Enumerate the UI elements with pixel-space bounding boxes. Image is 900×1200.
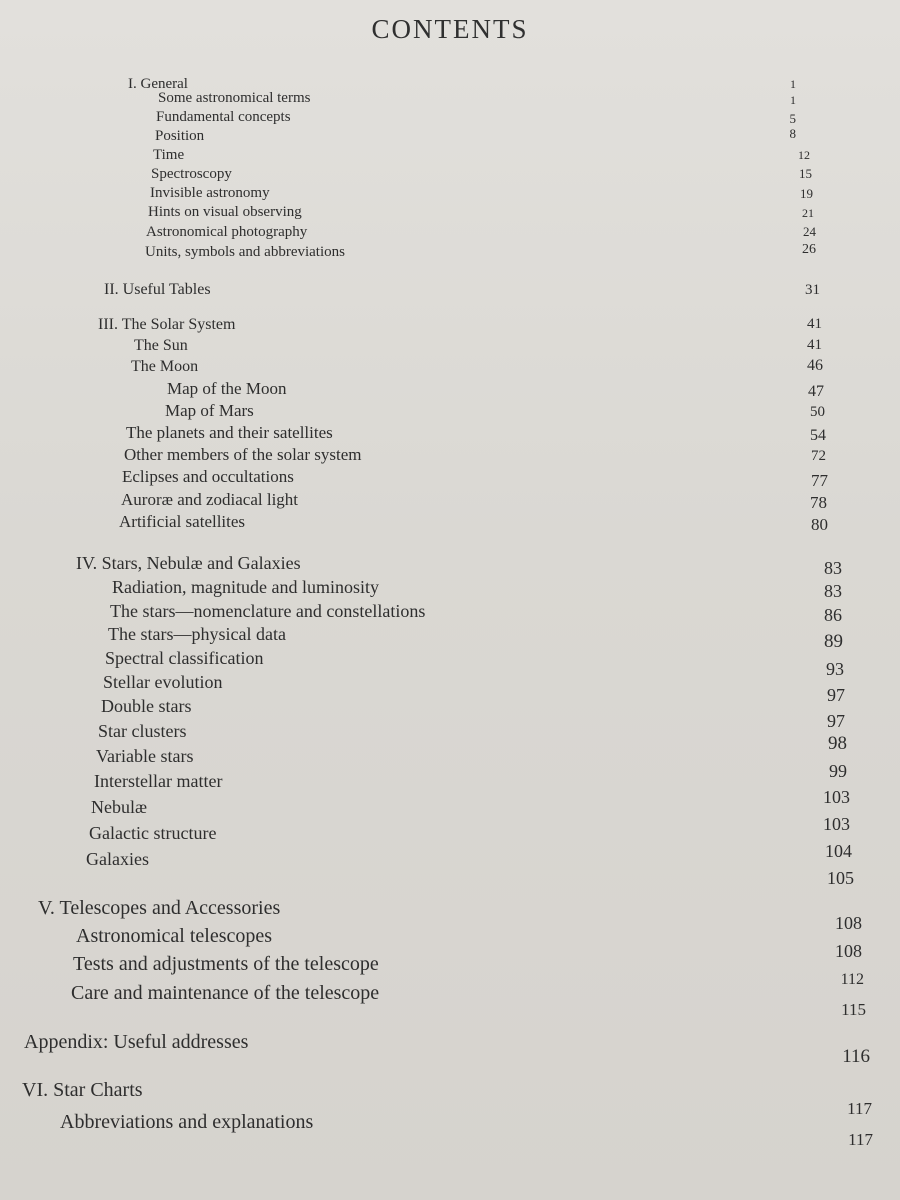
toc-page-number: 77 xyxy=(811,471,828,490)
toc-page-number: 99 xyxy=(829,761,847,781)
toc-entry: Position xyxy=(155,128,205,144)
toc-entry: Time xyxy=(153,147,185,163)
toc-page-number: 24 xyxy=(803,224,816,239)
toc-page-number: 72 xyxy=(811,448,826,464)
toc-entry: Spectroscopy xyxy=(151,166,232,182)
toc-page-number: 12 xyxy=(798,148,810,162)
toc-page-number: 83 xyxy=(824,558,842,578)
toc-page-number: 31 xyxy=(805,282,820,298)
toc-page-number: 47 xyxy=(808,383,824,400)
page-title: CONTENTS xyxy=(371,14,529,44)
toc-page-number: 80 xyxy=(811,515,828,534)
toc-entry: Interstellar matter xyxy=(94,771,223,791)
toc-section-heading: V. Telescopes and Accessories xyxy=(38,897,281,919)
toc-page-number: 93 xyxy=(826,659,844,679)
toc-entry: Units, symbols and abbreviations xyxy=(145,244,345,260)
toc-entry: Artificial satellites xyxy=(119,512,246,531)
toc-page-number: 97 xyxy=(827,685,845,705)
toc-entry: Invisible astronomy xyxy=(150,185,270,201)
toc-page-number: 103 xyxy=(823,814,850,834)
toc-page-number: 1 xyxy=(790,77,796,91)
toc-entry: Stellar evolution xyxy=(103,672,223,692)
toc-entry: The Moon xyxy=(131,358,199,375)
toc-entry: Galaxies xyxy=(86,849,149,869)
toc-page-number: 26 xyxy=(802,242,816,257)
toc-page-number: 117 xyxy=(848,1130,873,1149)
toc-page-number: 108 xyxy=(835,941,862,961)
toc-entry: Radiation, magnitude and luminosity xyxy=(112,577,379,597)
toc-entry: Abbreviations and explanations xyxy=(60,1111,314,1133)
toc-page-number: 89 xyxy=(824,631,843,652)
toc-entry: Eclipses and occultations xyxy=(122,467,294,486)
toc-page-number: 86 xyxy=(824,605,842,625)
toc-entry: The Sun xyxy=(134,337,188,354)
toc-page-number: 41 xyxy=(807,316,822,332)
toc-entry: Star clusters xyxy=(98,721,187,741)
toc-entry: Hints on visual observing xyxy=(148,204,302,220)
toc-entry: Map of the Moon xyxy=(167,379,287,398)
toc-section-heading: III. The Solar System xyxy=(98,316,236,333)
toc-entry: Double stars xyxy=(101,696,192,716)
toc-page-number: 103 xyxy=(823,787,850,807)
toc-page-number: 112 xyxy=(840,971,864,988)
toc-section-heading: I. General xyxy=(128,76,188,92)
toc-entry: Tests and adjustments of the telescope xyxy=(73,953,379,975)
toc-section-heading: IV. Stars, Nebulæ and Galaxies xyxy=(76,553,301,573)
toc-page-number: 19 xyxy=(800,186,813,201)
toc-page-number: 41 xyxy=(807,337,822,353)
toc-page-number: 98 xyxy=(828,733,847,754)
toc-page-number: 97 xyxy=(827,711,845,731)
toc-page-number: 108 xyxy=(835,913,862,933)
toc-page-number: 5 xyxy=(789,111,796,126)
toc-entry: Nebulæ xyxy=(91,797,147,817)
toc-entry: Auroræ and zodiacal light xyxy=(121,490,299,509)
toc-page-number: 115 xyxy=(841,1000,866,1019)
toc-page-number: 1 xyxy=(790,93,796,107)
toc-section-heading: II. Useful Tables xyxy=(104,281,211,298)
toc-entry: Astronomical photography xyxy=(146,224,308,240)
toc-page-number: 15 xyxy=(799,166,812,181)
toc-page-number: 21 xyxy=(802,206,814,220)
toc-page-number: 104 xyxy=(825,841,852,861)
toc-entry: Variable stars xyxy=(96,746,194,766)
toc-entry: The stars—physical data xyxy=(108,624,286,644)
toc-page-number: 83 xyxy=(824,581,842,601)
toc-section-heading: VI. Star Charts xyxy=(22,1079,143,1101)
toc-entry: Spectral classification xyxy=(105,648,264,668)
toc-page-number: 117 xyxy=(847,1099,872,1118)
toc-page-number: 50 xyxy=(810,404,825,420)
toc-entry: Galactic structure xyxy=(89,823,217,843)
toc-entry: Fundamental concepts xyxy=(156,109,291,125)
toc-entry: Care and maintenance of the telescope xyxy=(71,982,380,1004)
toc-page-number: 116 xyxy=(842,1046,870,1067)
toc-entry: Other members of the solar system xyxy=(124,445,362,464)
toc-entry: The planets and their satellites xyxy=(126,423,333,442)
toc-entry: Map of Mars xyxy=(165,401,254,420)
toc-page-number: 54 xyxy=(810,427,826,444)
toc-page-number: 8 xyxy=(789,126,796,141)
toc-appendix: Appendix: Useful addresses xyxy=(24,1031,249,1053)
toc-entry: Some astronomical terms xyxy=(158,90,311,106)
toc-page-number: 46 xyxy=(807,357,823,374)
toc-page-number: 105 xyxy=(827,868,854,888)
toc-entry: The stars—nomenclature and constellations xyxy=(110,601,426,621)
toc-page-number: 78 xyxy=(810,493,827,512)
toc-entry: Astronomical telescopes xyxy=(76,925,273,947)
